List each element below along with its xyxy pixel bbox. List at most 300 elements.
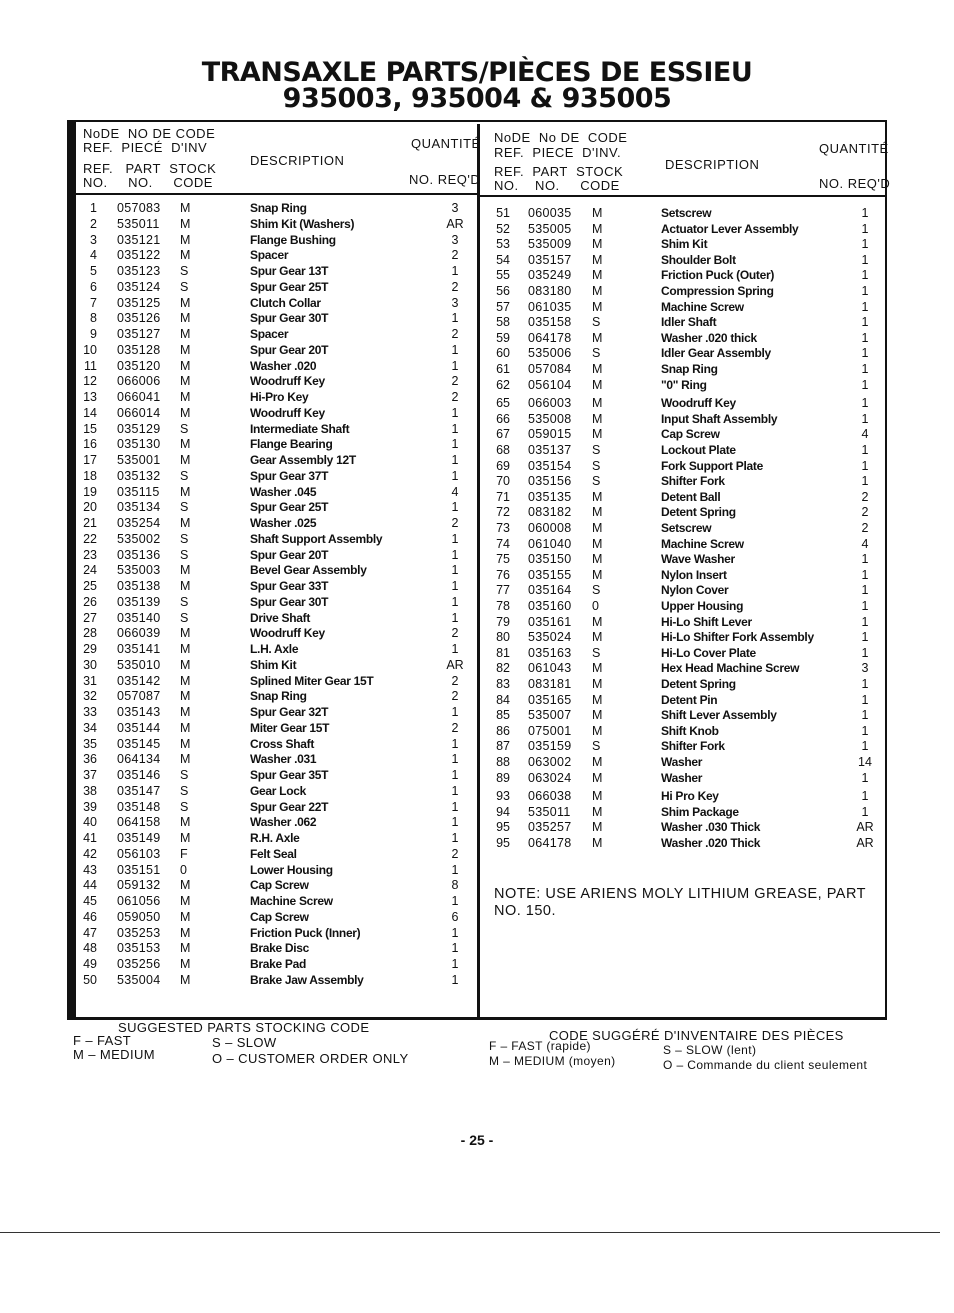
left-header-rule bbox=[76, 193, 478, 195]
parts-part-cell: 035134 bbox=[117, 500, 161, 515]
legend-fr-order: O – Commande du client seulement bbox=[663, 1058, 868, 1072]
parts-desc-cell: Upper Housing bbox=[661, 599, 744, 613]
parts-desc-cell: Idler Shaft bbox=[661, 315, 717, 330]
parts-part-cell: 035148 bbox=[117, 799, 161, 814]
parts-code-cell: M bbox=[180, 484, 191, 499]
parts-ref-cell: 33 bbox=[83, 705, 97, 719]
parts-code-cell: M bbox=[592, 567, 603, 582]
parts-part-cell: 035164 bbox=[528, 583, 572, 598]
parts-code-cell: M bbox=[592, 284, 603, 298]
parts-part-cell: 535010 bbox=[117, 657, 161, 672]
parts-desc-cell: Detent Pin bbox=[661, 692, 718, 707]
left-header-no-code: NO. NO. CODE bbox=[83, 175, 213, 190]
parts-qty-cell: 1 bbox=[451, 358, 459, 373]
parts-desc-cell: Shift Knob bbox=[661, 723, 719, 738]
parts-desc-cell: Shift Lever Assembly bbox=[661, 708, 777, 723]
parts-part-cell: 060035 bbox=[528, 206, 572, 220]
parts-desc-cell: Splined Miter Gear 15T bbox=[250, 673, 374, 688]
parts-code-cell: S bbox=[180, 768, 189, 782]
parts-ref-cell: 59 bbox=[496, 330, 510, 345]
right-header-node: NoDE No DE CODE bbox=[494, 130, 628, 145]
parts-desc-cell: Cap Screw bbox=[250, 909, 309, 924]
parts-desc-cell: Washer .025 bbox=[250, 516, 317, 530]
parts-desc-cell: Flange Bearing bbox=[250, 437, 333, 452]
parts-qty-cell: 1 bbox=[451, 642, 459, 656]
parts-part-cell: 035137 bbox=[528, 443, 572, 457]
parts-desc-cell: Idler Gear Assembly bbox=[661, 346, 771, 361]
parts-code-cell: M bbox=[180, 878, 191, 893]
parts-desc-cell: Gear Assembly 12T bbox=[250, 453, 356, 467]
parts-part-cell: 061035 bbox=[528, 299, 572, 314]
parts-ref-cell: 16 bbox=[83, 437, 97, 452]
parts-code-cell: S bbox=[180, 547, 189, 562]
parts-part-cell: 035140 bbox=[117, 610, 161, 625]
parts-ref-cell: 80 bbox=[496, 630, 510, 645]
parts-ref-cell: 8 bbox=[90, 311, 97, 326]
parts-part-cell: 035146 bbox=[117, 768, 161, 782]
parts-ref-cell: 67 bbox=[496, 427, 510, 442]
parts-desc-cell: Spur Gear 30T bbox=[250, 311, 329, 326]
parts-qty-cell: 3 bbox=[451, 201, 459, 215]
parts-code-cell: M bbox=[180, 453, 191, 467]
parts-desc-cell: Hi-Lo Shift Lever bbox=[661, 614, 752, 629]
parts-desc-cell: Shoulder Bolt bbox=[661, 252, 736, 267]
parts-qty-cell: 2 bbox=[451, 689, 459, 704]
parts-ref-cell: 87 bbox=[496, 739, 510, 754]
parts-ref-cell: 34 bbox=[83, 720, 97, 735]
parts-qty-cell: 1 bbox=[861, 411, 869, 426]
parts-part-cell: 056103 bbox=[117, 846, 161, 861]
page-title-line2: 935003, 935004 & 935005 bbox=[282, 83, 672, 114]
parts-desc-cell: Detent Spring bbox=[661, 677, 736, 691]
parts-part-cell: 035149 bbox=[117, 831, 161, 845]
parts-ref-cell: 2 bbox=[90, 216, 97, 231]
left-header-node: NoDE NO DE CODE bbox=[83, 126, 216, 141]
parts-part-cell: 035121 bbox=[117, 232, 161, 247]
parts-part-cell: 035249 bbox=[528, 268, 572, 283]
parts-qty-cell: 1 bbox=[861, 723, 869, 738]
parts-part-cell: 083180 bbox=[528, 284, 572, 298]
right-header-no-code: NO. NO. CODE bbox=[494, 178, 620, 193]
parts-part-cell: 035139 bbox=[117, 594, 161, 609]
parts-desc-cell: Hex Head Machine Screw bbox=[661, 661, 800, 676]
parts-ref-cell: 26 bbox=[83, 594, 97, 609]
parts-part-cell: 535005 bbox=[528, 221, 572, 236]
parts-code-cell: S bbox=[592, 458, 601, 473]
parts-code-cell: M bbox=[592, 299, 603, 314]
left-header-ref-piece: REF. PIECÉ D'INV bbox=[83, 140, 208, 155]
parts-qty-cell: 1 bbox=[861, 362, 869, 376]
parts-code-cell: M bbox=[180, 957, 191, 971]
parts-part-cell: 035161 bbox=[528, 614, 572, 629]
parts-part-cell: 064178 bbox=[528, 330, 572, 345]
parts-code-cell: M bbox=[180, 626, 191, 641]
parts-code-cell: M bbox=[592, 362, 603, 376]
parts-part-cell: 035154 bbox=[528, 458, 572, 473]
parts-code-cell: S bbox=[592, 739, 601, 754]
parts-desc-cell: Machine Screw bbox=[250, 894, 333, 908]
parts-ref-cell: 48 bbox=[83, 941, 97, 956]
parts-desc-cell: Gear Lock bbox=[250, 783, 306, 798]
parts-code-cell: M bbox=[180, 673, 191, 688]
parts-code-cell: S bbox=[180, 279, 189, 294]
parts-code-cell: M bbox=[592, 536, 603, 551]
parts-ref-cell: 42 bbox=[83, 846, 97, 861]
parts-ref-cell: 45 bbox=[83, 894, 97, 908]
parts-desc-cell: Setscrew bbox=[661, 206, 712, 220]
parts-qty-cell: 14 bbox=[858, 755, 872, 769]
parts-ref-cell: 85 bbox=[496, 708, 510, 723]
parts-code-cell: M bbox=[592, 820, 603, 835]
parts-qty-cell: 1 bbox=[861, 443, 869, 457]
parts-qty-cell: 1 bbox=[861, 268, 869, 283]
parts-code-cell: M bbox=[592, 755, 603, 769]
parts-qty-cell: 4 bbox=[861, 536, 869, 551]
parts-qty-cell: 1 bbox=[861, 708, 869, 723]
parts-desc-cell: Spur Gear 13T bbox=[250, 264, 329, 278]
parts-desc-cell: Woodruff Key bbox=[250, 626, 325, 641]
parts-qty-cell: 2 bbox=[451, 673, 459, 688]
parts-desc-cell: Shifter Fork bbox=[661, 474, 725, 489]
parts-desc-cell: Spur Gear 33T bbox=[250, 579, 329, 593]
parts-ref-cell: 1 bbox=[90, 201, 97, 215]
parts-desc-cell: Felt Seal bbox=[250, 846, 297, 861]
parts-qty-cell: 1 bbox=[861, 396, 869, 411]
parts-desc-cell: Shim Kit (Washers) bbox=[250, 216, 355, 231]
parts-code-cell: M bbox=[592, 789, 603, 804]
parts-desc-cell: Spur Gear 32T bbox=[250, 705, 329, 719]
parts-code-cell: M bbox=[592, 396, 603, 411]
parts-code-cell: M bbox=[592, 661, 603, 676]
left-header-description: DESCRIPTION bbox=[250, 153, 345, 168]
parts-desc-cell: Snap Ring bbox=[661, 362, 718, 376]
parts-qty-cell: 1 bbox=[451, 972, 459, 987]
parts-part-cell: 057084 bbox=[528, 362, 572, 376]
parts-desc-cell: Compression Spring bbox=[661, 284, 774, 298]
parts-code-cell: M bbox=[592, 770, 603, 785]
parts-qty-cell: 1 bbox=[451, 421, 459, 436]
parts-ref-cell: 93 bbox=[496, 789, 510, 804]
parts-part-cell: 061040 bbox=[528, 536, 572, 551]
parts-code-cell: M bbox=[592, 330, 603, 345]
parts-ref-cell: 12 bbox=[83, 374, 97, 389]
parts-ref-cell: 38 bbox=[83, 783, 97, 798]
right-header-description: DESCRIPTION bbox=[665, 157, 760, 172]
parts-ref-cell: 88 bbox=[496, 755, 510, 769]
parts-ref-cell: 27 bbox=[83, 610, 97, 625]
parts-ref-cell: 35 bbox=[83, 736, 97, 751]
parts-part-cell: 064158 bbox=[117, 815, 161, 830]
parts-desc-cell: Hi Pro Key bbox=[661, 789, 719, 804]
parts-code-cell: S bbox=[180, 500, 189, 515]
parts-ref-cell: 47 bbox=[83, 925, 97, 940]
parts-code-cell: M bbox=[592, 708, 603, 723]
parts-code-cell: S bbox=[592, 583, 601, 598]
parts-qty-cell: 2 bbox=[451, 248, 459, 263]
parts-code-cell: M bbox=[180, 358, 191, 373]
parts-ref-cell: 65 bbox=[496, 396, 510, 411]
parts-part-cell: 035142 bbox=[117, 673, 161, 688]
parts-desc-cell: Shim Kit bbox=[661, 237, 708, 252]
parts-part-cell: 535011 bbox=[117, 216, 160, 231]
parts-ref-cell: 75 bbox=[496, 552, 510, 567]
parts-part-cell: 063024 bbox=[528, 770, 572, 785]
parts-part-cell: 066003 bbox=[528, 396, 572, 411]
parts-desc-cell: Washer .031 bbox=[250, 752, 317, 767]
parts-desc-cell: Hi-Lo Shifter Fork Assembly bbox=[661, 630, 814, 645]
parts-part-cell: 035115 bbox=[117, 484, 160, 499]
parts-code-cell: M bbox=[180, 437, 191, 452]
parts-code-cell: M bbox=[592, 677, 603, 691]
parts-code-cell: M bbox=[180, 342, 191, 357]
parts-part-cell: 035163 bbox=[528, 645, 572, 660]
parts-code-cell: M bbox=[180, 216, 191, 231]
parts-ref-cell: 43 bbox=[83, 862, 97, 877]
parts-code-cell: M bbox=[180, 736, 191, 751]
parts-desc-cell: Input Shaft Assembly bbox=[661, 411, 778, 426]
parts-desc-cell: R.H. Axle bbox=[250, 831, 300, 845]
parts-desc-cell: Friction Puck (Inner) bbox=[250, 925, 361, 940]
parts-code-cell: M bbox=[180, 657, 191, 672]
parts-code-cell: M bbox=[592, 521, 603, 535]
parts-ref-cell: 55 bbox=[496, 268, 510, 283]
right-header-quantite: QUANTITÉ bbox=[819, 141, 889, 156]
parts-ref-cell: 74 bbox=[496, 536, 510, 551]
parts-code-cell: S bbox=[180, 610, 189, 625]
parts-part-cell: 083181 bbox=[528, 677, 572, 691]
parts-code-cell: M bbox=[180, 689, 191, 704]
parts-qty-cell: 1 bbox=[861, 284, 869, 298]
parts-desc-cell: Washer bbox=[661, 770, 703, 785]
parts-part-cell: 066039 bbox=[117, 626, 161, 641]
parts-part-cell: 035126 bbox=[117, 311, 161, 326]
parts-part-cell: 035123 bbox=[117, 264, 161, 278]
parts-desc-cell: Lockout Plate bbox=[661, 443, 736, 457]
parts-qty-cell: 1 bbox=[451, 862, 459, 877]
parts-qty-cell: 1 bbox=[861, 692, 869, 707]
parts-qty-cell: 1 bbox=[451, 799, 459, 814]
parts-qty-cell: AR bbox=[446, 216, 464, 231]
parts-qty-cell: 1 bbox=[451, 783, 459, 798]
parts-qty-cell: 1 bbox=[861, 346, 869, 361]
parts-ref-cell: 52 bbox=[496, 221, 510, 236]
parts-part-cell: 035150 bbox=[528, 552, 572, 567]
parts-code-cell: S bbox=[180, 264, 189, 278]
parts-ref-cell: 89 bbox=[496, 770, 510, 785]
parts-ref-cell: 3 bbox=[90, 232, 97, 247]
parts-ref-cell: 83 bbox=[496, 677, 510, 691]
parts-ref-cell: 78 bbox=[496, 599, 510, 613]
parts-ref-cell: 95 bbox=[496, 820, 510, 835]
parts-qty-cell: 3 bbox=[861, 661, 869, 676]
parts-code-cell: M bbox=[592, 836, 603, 850]
parts-desc-cell: Brake Disc bbox=[250, 941, 310, 956]
parts-qty-cell: 2 bbox=[451, 516, 459, 530]
parts-part-cell: 035159 bbox=[528, 739, 572, 754]
grease-note: NOTE: USE ARIENS MOLY LITHIUM GREASE, PART NO. 150. bbox=[494, 886, 866, 919]
parts-code-cell: 0 bbox=[180, 862, 188, 877]
parts-part-cell: 535011 bbox=[528, 804, 571, 819]
parts-part-cell: 035135 bbox=[528, 489, 572, 504]
parts-code-cell: M bbox=[180, 311, 191, 326]
parts-code-cell: M bbox=[180, 925, 191, 940]
parts-qty-cell: 1 bbox=[451, 468, 459, 483]
parts-part-cell: 035120 bbox=[117, 358, 161, 373]
parts-code-cell: M bbox=[180, 374, 191, 389]
parts-part-cell: 066006 bbox=[117, 374, 161, 389]
parts-part-cell: 035130 bbox=[117, 437, 161, 452]
parts-part-cell: 035257 bbox=[528, 820, 572, 835]
parts-part-cell: 064134 bbox=[117, 752, 161, 767]
parts-code-cell: M bbox=[180, 720, 191, 735]
parts-ref-cell: 25 bbox=[83, 579, 97, 593]
parts-code-cell: M bbox=[592, 252, 603, 267]
parts-desc-cell: Cross Shaft bbox=[250, 736, 315, 751]
parts-ref-cell: 6 bbox=[90, 279, 97, 294]
parts-part-cell: 060008 bbox=[528, 521, 572, 535]
parts-code-cell: M bbox=[592, 377, 603, 392]
parts-part-cell: 066014 bbox=[117, 405, 161, 420]
parts-ref-cell: 70 bbox=[496, 474, 510, 489]
parts-qty-cell: 2 bbox=[451, 626, 459, 641]
parts-desc-cell: Woodruff Key bbox=[250, 405, 325, 420]
parts-code-cell: M bbox=[592, 268, 603, 283]
parts-qty-cell: 1 bbox=[451, 579, 459, 593]
parts-part-cell: 035254 bbox=[117, 516, 161, 530]
parts-desc-cell: Brake Pad bbox=[250, 957, 306, 971]
parts-part-cell: 035256 bbox=[117, 957, 161, 971]
parts-ref-cell: 46 bbox=[83, 909, 97, 924]
parts-qty-cell: 1 bbox=[451, 531, 459, 546]
parts-qty-cell: 1 bbox=[861, 221, 869, 236]
parts-desc-cell: Hi-Lo Cover Plate bbox=[661, 645, 756, 660]
parts-code-cell: S bbox=[180, 783, 189, 798]
parts-qty-cell: 1 bbox=[861, 630, 869, 645]
parts-qty-cell: 1 bbox=[451, 405, 459, 420]
right-header-ref-piece: REF. PIECE D'INV. bbox=[494, 145, 622, 160]
parts-qty-cell: 1 bbox=[451, 500, 459, 515]
parts-desc-cell: Drive Shaft bbox=[250, 610, 311, 625]
parts-desc-cell: Spur Gear 37T bbox=[250, 468, 329, 483]
parts-qty-cell: 1 bbox=[861, 614, 869, 629]
parts-ref-cell: 37 bbox=[83, 768, 97, 782]
parts-desc-cell: Friction Puck (Outer) bbox=[661, 268, 775, 283]
parts-qty-cell: 1 bbox=[861, 567, 869, 582]
parts-ref-cell: 81 bbox=[496, 645, 510, 660]
parts-desc-cell: Snap Ring bbox=[250, 201, 307, 215]
page-bottom-rule bbox=[0, 1232, 940, 1233]
parts-desc-cell: Wave Washer bbox=[661, 552, 735, 567]
parts-code-cell: M bbox=[180, 972, 191, 987]
parts-part-cell: 535006 bbox=[528, 346, 572, 361]
parts-ref-cell: 9 bbox=[90, 327, 97, 341]
parts-code-cell: M bbox=[592, 505, 603, 520]
parts-qty-cell: 1 bbox=[451, 563, 459, 578]
parts-part-cell: 035253 bbox=[117, 925, 161, 940]
legend-fr-fast: F – FAST (rapide) bbox=[489, 1039, 591, 1053]
parts-ref-cell: 68 bbox=[496, 443, 510, 457]
legend-fr-title: CODE SUGGÉRÉ D'INVENTAIRE DES PIÈCES bbox=[549, 1028, 844, 1043]
parts-ref-cell: 86 bbox=[496, 723, 510, 738]
parts-part-cell: 035160 bbox=[528, 599, 572, 613]
parts-ref-cell: 44 bbox=[83, 878, 97, 893]
parts-desc-cell: Fork Support Plate bbox=[661, 458, 763, 473]
parts-ref-cell: 77 bbox=[496, 583, 510, 598]
parts-desc-cell: Actuator Lever Assembly bbox=[661, 221, 799, 236]
legend-fr-slow: S – SLOW (lent) bbox=[663, 1043, 757, 1057]
parts-qty-cell: 1 bbox=[861, 252, 869, 267]
parts-qty-cell: 1 bbox=[861, 804, 869, 819]
legend-fr-medium: M – MEDIUM (moyen) bbox=[489, 1054, 616, 1068]
parts-part-cell: 535004 bbox=[117, 972, 161, 987]
parts-part-cell: 083182 bbox=[528, 505, 572, 520]
parts-code-cell: M bbox=[180, 831, 191, 845]
parts-ref-cell: 39 bbox=[83, 799, 97, 814]
parts-part-cell: 061056 bbox=[117, 894, 161, 908]
parts-qty-cell: 1 bbox=[451, 342, 459, 357]
parts-code-cell: M bbox=[592, 552, 603, 567]
parts-qty-cell: AR bbox=[446, 657, 464, 672]
parts-desc-cell: Spacer bbox=[250, 248, 289, 263]
parts-part-cell: 066041 bbox=[117, 390, 161, 404]
parts-part-cell: 035143 bbox=[117, 705, 161, 719]
parts-qty-cell: 1 bbox=[861, 474, 869, 489]
parts-code-cell: M bbox=[180, 405, 191, 420]
parts-ref-cell: 66 bbox=[496, 411, 510, 426]
parts-desc-cell: Shim Package bbox=[661, 804, 739, 819]
parts-code-cell: M bbox=[180, 579, 191, 593]
parts-ref-cell: 76 bbox=[496, 567, 510, 582]
parts-ref-cell: 61 bbox=[496, 362, 510, 376]
parts-ref-cell: 28 bbox=[83, 626, 97, 641]
parts-code-cell: M bbox=[180, 705, 191, 719]
parts-desc-cell: Spur Gear 35T bbox=[250, 768, 329, 782]
parts-qty-cell: 2 bbox=[861, 489, 869, 504]
parts-desc-cell: Hi-Pro Key bbox=[250, 390, 309, 404]
parts-part-cell: 035129 bbox=[117, 421, 161, 436]
parts-ref-cell: 13 bbox=[83, 390, 97, 404]
parts-qty-cell: 1 bbox=[451, 768, 459, 782]
parts-desc-cell: Snap Ring bbox=[250, 689, 307, 704]
parts-part-cell: 535001 bbox=[117, 453, 161, 467]
parts-ref-cell: 58 bbox=[496, 315, 510, 330]
parts-ref-cell: 50 bbox=[83, 972, 97, 987]
parts-code-cell: S bbox=[180, 468, 189, 483]
parts-part-cell: 035153 bbox=[117, 941, 161, 956]
parts-qty-cell: 1 bbox=[451, 736, 459, 751]
parts-qty-cell: 1 bbox=[861, 237, 869, 252]
parts-desc-cell: Woodruff Key bbox=[250, 374, 325, 389]
parts-ref-cell: 72 bbox=[496, 505, 510, 520]
parts-ref-cell: 40 bbox=[83, 815, 97, 830]
parts-desc-cell: Nylon Insert bbox=[661, 567, 727, 582]
parts-ref-cell: 20 bbox=[83, 500, 97, 515]
parts-part-cell: 059050 bbox=[117, 909, 161, 924]
parts-qty-cell: 4 bbox=[861, 427, 869, 442]
parts-ref-cell: 17 bbox=[83, 453, 97, 467]
left-header-quantite: QUANTITÉ bbox=[411, 136, 481, 151]
parts-code-cell: S bbox=[592, 474, 601, 489]
parts-part-cell: 056104 bbox=[528, 377, 572, 392]
parts-desc-cell: Machine Screw bbox=[661, 299, 744, 314]
parts-ref-cell: 22 bbox=[83, 531, 97, 546]
parts-qty-cell: 1 bbox=[451, 453, 459, 467]
parts-qty-cell: 1 bbox=[861, 552, 869, 567]
parts-ref-cell: 24 bbox=[83, 563, 97, 578]
right-header-no-reqd: NO. REQ'D bbox=[819, 176, 891, 191]
parts-desc-cell: Washer .045 bbox=[250, 484, 317, 499]
parts-code-cell: M bbox=[592, 804, 603, 819]
